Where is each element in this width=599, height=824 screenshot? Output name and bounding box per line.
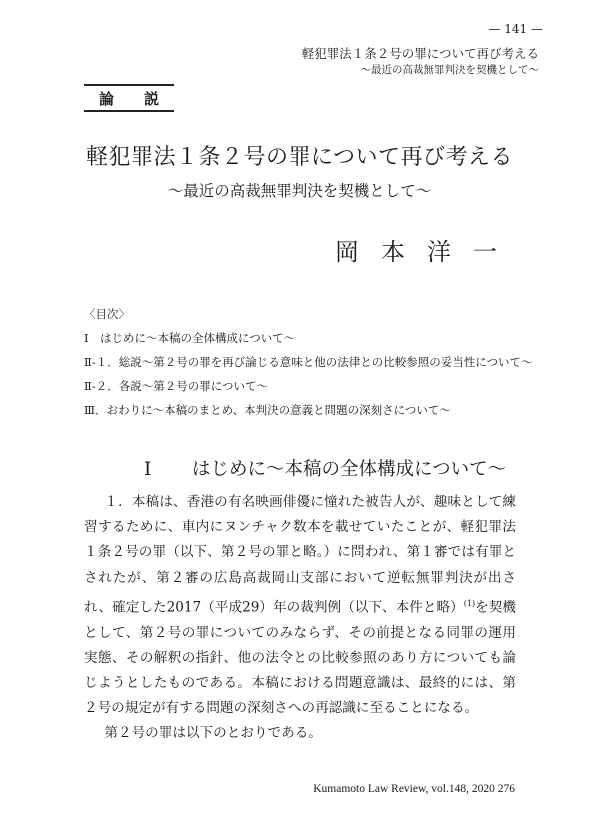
- main-title: 軽犯罪法１条２号の罪について再び考える: [85, 145, 514, 170]
- body-text: [84, 490, 516, 747]
- toc-item: Ⅲ．おわりに〜本稿のまとめ、本判決の意義と問題の深刻さについて〜: [84, 403, 451, 417]
- toc-item: Ⅱ-１．総説〜第２号の罪を再び論じる意味と他の法律との比較参照の妥当性について〜: [84, 355, 533, 369]
- toc-item: Ⅱ-２．各説〜第２号の罪について〜: [84, 379, 268, 393]
- section-heading: [84, 455, 506, 481]
- page-number: — 141 —: [488, 22, 543, 36]
- body-paragraph: 第２号の罪は以下のとおりである。: [104, 725, 322, 742]
- page-footer: Kumamoto Law Review, vol.148, 2020 276: [313, 783, 515, 795]
- section-number: Ⅰ: [144, 459, 152, 480]
- section-label-char: 説: [143, 89, 159, 108]
- body-paragraph: [84, 490, 516, 721]
- running-head: [302, 46, 539, 78]
- subtitle: 〜最近の高裁無罪判決を契機として〜: [167, 182, 432, 200]
- table-of-contents: [84, 302, 532, 422]
- running-head-subtitle: 〜最近の高裁無罪判決を契機として〜: [360, 64, 539, 76]
- paragraph-text: １．本稿は、香港の有名映画俳優に憧れた被告人が、趣味として練習するために、車内にヌンチャク数本を載せていたことが、軽犯罪法１条２号の罪（以下、第２号の罪と略。）に問われ、第１審では有罪とされたが、第２審の広島高裁岡山支部において逆転無罪判決が出され、確定した2017（平成29）年の裁判例（以下、本件と略）: [84, 494, 516, 616]
- paragraph-text: を契機として、第２号の罪についてのみならず、その前提となる同罪の運用実態、その解釈の指針、他の法令との比較参照のあり方についても論じようとしたものである。本稿における問題意識は、最終的には、第２号の規定が有する問題の深刻さへの再認識に至ることになる。: [84, 599, 516, 717]
- running-head-title: 軽犯罪法１条２号の罪について再び考える: [301, 46, 539, 61]
- section-label-char: 論: [98, 89, 114, 108]
- toc-item: Ⅰ はじめに〜本稿の全体構成について〜: [84, 331, 296, 345]
- section-title: はじめに〜本稿の全体構成について〜: [192, 459, 507, 480]
- section-label: [84, 84, 174, 112]
- footnote-ref[interactable]: (1): [463, 598, 476, 608]
- author-name: 岡本洋一: [335, 238, 519, 266]
- toc-heading: 〈目次〉: [84, 307, 130, 321]
